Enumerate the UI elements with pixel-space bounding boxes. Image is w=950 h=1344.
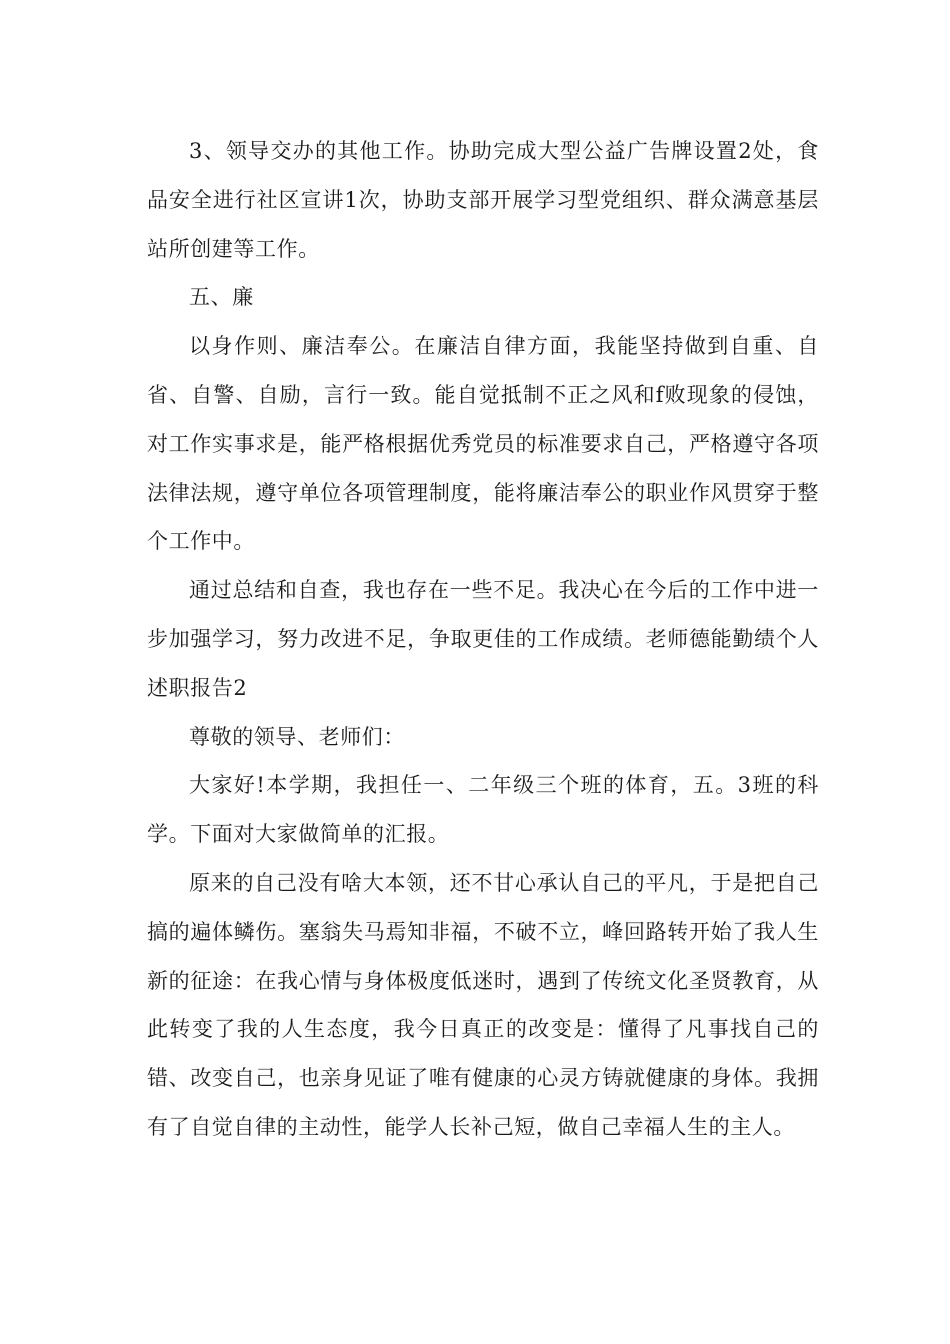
document-body	[147, 127, 819, 1152]
paragraph-greeting: 大家好!本学期，我担任一、二年级三个班的体育，五。3班的科学。下面对大家做简单的汇报。	[147, 773, 819, 847]
paragraph-integrity: 以身作则、廉洁奉公。在廉洁自律方面，我能坚持做到自重、自省、自警、自励，言行一致。能自觉抵制不正之风和f败现象的侵蚀，对工作实事求是，能严格根据优秀党员的标准要求自己，严格遵守各项法律法规，遵守单位各项管理制度，能将廉洁奉公的职业作风贯穿于整个工作中。	[147, 334, 819, 554]
paragraph-salutation: 尊敬的领导、老师们：	[189, 724, 405, 749]
paragraph-other-work: 3、领导交办的其他工作。协助完成大型公益广告牌设置2处，食品安全进行社区宣讲1次，协助支部开展学习型党组织、群众满意基层站所创建等工作。	[147, 139, 819, 261]
paragraph-reflection: 原来的自己没有啥大本领，还不甘心承认自己的平凡，于是把自己搞的遍体鳞伤。塞翁失马焉知非福，不破不立，峰回路转开始了我人生新的征途：在我心情与身体极度低迷时，遇到了传统文化圣贤教育，从此转变了我的人生态度，我今日真正的改变是：懂得了凡事找自己的错、改变自己，也亲身见证了唯有健康的心灵方铸就健康的身体。我拥有了自觉自律的主动性，能学人长补己短，做自己幸福人生的主人。	[147, 870, 819, 1139]
section-heading-integrity: 五、廉	[189, 285, 254, 310]
paragraph-summary: 通过总结和自查，我也存在一些不足。我决心在今后的工作中进一步加强学习，努力改进不足，争取更佳的工作成绩。老师德能勤绩个人述职报告2	[147, 578, 819, 700]
